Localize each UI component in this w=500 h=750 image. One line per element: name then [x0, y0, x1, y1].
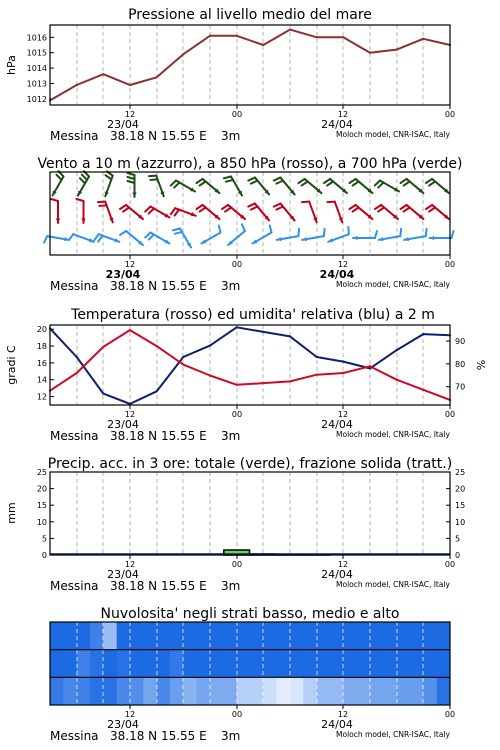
humidity-line — [50, 327, 450, 404]
wind-barb-10m-2 — [94, 234, 119, 242]
pressure-line-point-12 — [369, 52, 371, 54]
temp-ylabel: gradi C — [5, 345, 18, 385]
humidity-line-point-1 — [76, 356, 78, 358]
cloud-cell-alto-14 — [237, 622, 251, 650]
cloud-cell-alto-25 — [383, 622, 397, 650]
cloud-cell-alto-0 — [50, 622, 64, 650]
precip-date-label: 24/04 — [321, 568, 353, 581]
wind-barb-850hPa-9 — [274, 204, 295, 221]
humidity-line-point-11 — [342, 360, 344, 362]
cloud-cell-medio-17 — [277, 650, 291, 678]
wind-barb-850hPa-0 — [51, 199, 60, 223]
cloud-cell-alto-13 — [223, 622, 237, 650]
wind-barb-850hPa-2 — [98, 202, 113, 223]
cloud-cell-medio-21 — [330, 650, 344, 678]
wind-barb-10m-10 — [302, 229, 324, 241]
wind-barb-700hPa-2 — [105, 171, 113, 196]
wind-barb-10m-1 — [69, 234, 94, 242]
pressure-title: Pressione al livello medio del mare — [128, 7, 372, 23]
cloud-hour-label: 00 — [444, 710, 456, 719]
wind-barb-700hPa-15 — [426, 179, 449, 193]
pressure-station-elevation: 3m — [221, 129, 241, 143]
pressure-line-point-10 — [316, 36, 318, 38]
pressure-ytick-label: 1013 — [26, 79, 47, 89]
wind-barb-10m-3 — [120, 231, 143, 245]
wind-barb-700hPa-8 — [248, 178, 269, 195]
wind-model-credit: Moloch model, CNR-ISAC, Italy — [336, 280, 450, 289]
cloud-cell-basso-4 — [103, 677, 117, 705]
cloud-cell-basso-2 — [77, 677, 91, 705]
temp-title: Temperatura (rosso) ed umidita' relativa (blu) a 2 m — [71, 307, 435, 323]
cloud-cell-alto-18 — [290, 622, 304, 650]
wind-barb-10m-8 — [252, 225, 271, 243]
pressure-ylabel: hPa — [5, 55, 18, 75]
temp-hour-label: 00 — [231, 410, 243, 419]
wind-hour-label: 00 — [231, 260, 243, 269]
temp-ytick-label: 16 — [36, 358, 47, 368]
wind-barb-10m-12 — [353, 231, 377, 240]
cloud-cell-basso-3 — [90, 677, 104, 705]
wind-barb-850hPa-3 — [120, 205, 143, 219]
wind-barb-850hPa-7 — [222, 205, 245, 219]
humidity-ytick-label: 70 — [455, 382, 466, 392]
cloud-cell-medio-2 — [77, 650, 91, 678]
temperature-line-point-11 — [342, 372, 344, 374]
cloud-cell-alto-11 — [197, 622, 211, 650]
pressure-line-point-9 — [289, 29, 291, 31]
cloud-cell-alto-16 — [263, 622, 277, 650]
temp-ytick-label: 12 — [36, 392, 47, 402]
cloud-cell-basso-24 — [370, 677, 384, 705]
wind-barb-850hPa-1 — [77, 199, 86, 223]
precip-model-credit: Moloch model, CNR-ISAC, Italy — [336, 580, 450, 589]
cloud-cell-basso-10 — [183, 677, 197, 705]
temp-hour-label: 12 — [124, 410, 136, 419]
temp-ytick-label: 20 — [36, 325, 47, 335]
humidity-line-point-14 — [422, 333, 424, 335]
humidity-ytick-label: 90 — [455, 337, 466, 346]
cloud-cell-medio-5 — [117, 650, 131, 678]
cloud-cell-medio-15 — [250, 650, 264, 678]
cloud-cell-basso-29 — [437, 677, 451, 705]
cloud-cell-medio-19 — [303, 650, 317, 678]
pressure-frame — [50, 25, 450, 105]
humidity-line-point-5 — [182, 356, 184, 358]
cloud-cell-alto-26 — [397, 622, 411, 650]
pressure-hour-label: 12 — [337, 110, 349, 119]
pressure-line-point-11 — [342, 36, 344, 38]
temp-model-credit: Moloch model, CNR-ISAC, Italy — [336, 430, 450, 439]
cloud-cell-medio-23 — [357, 650, 371, 678]
wind-barb-10m-9 — [277, 229, 299, 241]
wind-date-label: 24/04 — [319, 268, 355, 281]
temperature-line-point-14 — [422, 389, 424, 391]
precip-ytick-label-right: 25 — [455, 468, 466, 477]
cloud-cell-basso-8 — [157, 677, 171, 705]
cloud-cell-medio-3 — [90, 650, 104, 678]
wind-hour-label: 00 — [444, 260, 456, 269]
pressure-hour-label: 12 — [124, 110, 136, 119]
cloud-cell-basso-1 — [63, 677, 77, 705]
cloud-cell-medio-12 — [210, 650, 224, 678]
cloud-cell-basso-6 — [130, 677, 144, 705]
wind-barb-700hPa-1 — [78, 171, 89, 195]
cloud-cell-medio-26 — [397, 650, 411, 678]
wind-barb-850hPa-8 — [248, 204, 269, 221]
cloud-station-elevation: 3m — [221, 729, 241, 743]
precip-ytick-label-right: 10 — [455, 517, 466, 527]
cloud-cell-alto-27 — [410, 622, 424, 650]
cloud-cell-medio-25 — [383, 650, 397, 678]
wind-barb-700hPa-3 — [128, 173, 137, 197]
cloud-cell-alto-6 — [130, 622, 144, 650]
wind-barb-10m-5 — [173, 228, 191, 247]
cloud-cell-basso-26 — [397, 677, 411, 705]
temp-hour-label: 12 — [337, 410, 349, 419]
cloud-cell-alto-23 — [357, 622, 371, 650]
cloud-cell-basso-0 — [50, 677, 64, 705]
pressure-line-point-4 — [156, 76, 158, 78]
humidity-line-point-4 — [156, 390, 158, 392]
wind-barb-10m-6 — [201, 225, 220, 243]
temp-station-coords: 38.18 N 15.55 E — [110, 429, 207, 443]
precip-hour-label: 00 — [231, 560, 243, 569]
wind-date-label: 23/04 — [105, 268, 141, 281]
pressure-line-point-2 — [102, 73, 104, 75]
wind-barb-700hPa-13 — [375, 181, 399, 192]
temp-station-elevation: 3m — [221, 429, 241, 443]
cloud-cell-basso-20 — [317, 677, 331, 705]
cloud-cell-medio-0 — [50, 650, 64, 678]
cloud-cell-basso-15 — [250, 677, 264, 705]
pressure-ytick-label: 1016 — [26, 33, 47, 43]
humidity-line-point-8 — [262, 331, 264, 333]
cloud-cell-medio-9 — [170, 650, 184, 678]
cloud-cell-basso-7 — [143, 677, 157, 705]
precip-date-label: 23/04 — [107, 568, 139, 581]
pressure-line — [50, 30, 450, 101]
temperature-line-point-8 — [262, 382, 264, 384]
cloud-cell-basso-16 — [263, 677, 277, 705]
cloud-cell-medio-29 — [437, 650, 451, 678]
humidity-ylabel: % — [475, 359, 488, 371]
temperature-line — [50, 330, 450, 400]
wind-station-name: Messina — [50, 279, 99, 293]
wind-barb-700hPa-0 — [53, 171, 64, 195]
cloud-cell-medio-6 — [130, 650, 144, 678]
wind-barb-700hPa-14 — [401, 179, 424, 193]
precip-ytick-label: 15 — [36, 501, 47, 511]
temperature-line-point-3 — [129, 329, 131, 331]
cloud-cell-basso-12 — [210, 677, 224, 705]
cloud-cell-alto-8 — [157, 622, 171, 650]
temp-ytick-label: 18 — [36, 342, 47, 352]
cloud-cell-basso-25 — [383, 677, 397, 705]
temperature-line-point-6 — [209, 374, 211, 376]
precip-hour-label: 12 — [124, 560, 136, 569]
cloud-cell-medio-18 — [290, 650, 304, 678]
cloud-cell-basso-17 — [277, 677, 291, 705]
cloud-cell-medio-13 — [223, 650, 237, 678]
cloud-cell-basso-13 — [223, 677, 237, 705]
precip-ytick-label: 10 — [36, 517, 47, 527]
wind-station-coords: 38.18 N 15.55 E — [110, 279, 207, 293]
cloud-cell-medio-24 — [370, 650, 384, 678]
cloud-cell-medio-1 — [63, 650, 77, 678]
temperature-line-point-5 — [182, 363, 184, 365]
temp-hour-label: 00 — [444, 410, 456, 419]
pressure-ytick-label: 1012 — [26, 94, 47, 104]
cloud-cell-basso-22 — [343, 677, 357, 705]
precip-ytick-label-right: 0 — [455, 551, 461, 560]
cloud-cell-basso-21 — [330, 677, 344, 705]
precip-ytick-label-right: 20 — [455, 484, 466, 494]
cloud-title: Nuvolosita' negli strati basso, medio e alto — [100, 606, 400, 622]
wind-barb-10m-7 — [228, 224, 245, 245]
pressure-station-name: Messina — [50, 129, 99, 143]
cloud-hour-label: 12 — [337, 710, 349, 719]
precip-title: Precip. acc. in 3 ore: totale (verde), frazione solida (tratt.) — [47, 456, 453, 472]
cloud-cell-basso-5 — [117, 677, 131, 705]
humidity-line-point-10 — [316, 356, 318, 358]
pressure-line-point-3 — [129, 84, 131, 86]
wind-barb-850hPa-11 — [327, 202, 342, 223]
pressure-ytick-label: 1015 — [26, 48, 47, 58]
wind-hour-label: 12 — [124, 260, 136, 269]
temperature-line-point-13 — [396, 379, 398, 381]
cloud-cell-alto-17 — [277, 622, 291, 650]
pressure-line-point-5 — [182, 53, 184, 55]
cloud-cell-medio-14 — [237, 650, 251, 678]
precip-ytick-label-right: 15 — [455, 501, 466, 511]
cloud-cell-medio-27 — [410, 650, 424, 678]
wind-barb-850hPa-10 — [302, 202, 317, 223]
temperature-line-point-12 — [369, 365, 371, 367]
cloud-cell-medio-20 — [317, 650, 331, 678]
cloud-cell-medio-28 — [423, 650, 437, 678]
wind-barb-850hPa-15 — [426, 205, 449, 219]
precip-hour-label: 00 — [444, 560, 456, 569]
cloud-cell-alto-22 — [343, 622, 357, 650]
cloud-cell-basso-18 — [290, 677, 304, 705]
cloud-cell-alto-2 — [77, 622, 91, 650]
cloud-hour-label: 00 — [231, 710, 243, 719]
pressure-model-credit: Moloch model, CNR-ISAC, Italy — [336, 130, 450, 139]
cloud-cell-alto-20 — [317, 622, 331, 650]
wind-barb-850hPa-12 — [350, 205, 373, 219]
cloud-date-label: 23/04 — [107, 718, 139, 731]
precip-station-elevation: 3m — [221, 579, 241, 593]
humidity-line-point-6 — [209, 344, 211, 346]
cloud-cell-alto-1 — [63, 622, 77, 650]
wind-barb-10m-13 — [379, 229, 401, 241]
temperature-line-point-4 — [156, 345, 158, 347]
pressure-line-point-14 — [422, 38, 424, 40]
pressure-hour-label: 00 — [444, 110, 456, 119]
pressure-line-point-8 — [262, 44, 264, 46]
temp-station-name: Messina — [50, 429, 99, 443]
wind-station-elevation: 3m — [221, 279, 241, 293]
wind-barb-10m-0 — [44, 236, 69, 243]
temperature-line-point-9 — [289, 380, 291, 382]
precip-station-name: Messina — [50, 579, 99, 593]
cloud-cell-medio-4 — [103, 650, 117, 678]
wind-barb-850hPa-6 — [197, 205, 220, 219]
cloud-cell-alto-9 — [170, 622, 184, 650]
humidity-line-point-9 — [289, 335, 291, 337]
cloud-station-name: Messina — [50, 729, 99, 743]
temperature-line-point-10 — [316, 374, 318, 376]
cloud-cell-alto-24 — [370, 622, 384, 650]
precip-ylabel: mm — [5, 502, 18, 524]
wind-title: Vento a 10 m (azzurro), a 850 hPa (rosso), a 700 hPa (verde) — [37, 156, 463, 172]
temperature-line-point-7 — [236, 384, 238, 386]
cloud-cell-alto-3 — [90, 622, 104, 650]
cloud-cell-alto-29 — [437, 622, 451, 650]
pressure-ytick-label: 1014 — [26, 64, 47, 74]
cloud-date-label: 24/04 — [321, 718, 353, 731]
cloud-hour-label: 12 — [124, 710, 136, 719]
cloud-cell-alto-12 — [210, 622, 224, 650]
pressure-station-coords: 38.18 N 15.55 E — [110, 129, 207, 143]
cloud-station-coords: 38.18 N 15.55 E — [110, 729, 207, 743]
humidity-ytick-label: 80 — [455, 359, 466, 369]
pressure-hour-label: 00 — [231, 110, 243, 119]
cloud-cell-basso-19 — [303, 677, 317, 705]
precip-hour-label: 12 — [337, 560, 349, 569]
cloud-cell-medio-8 — [157, 650, 171, 678]
precip-ytick-label: 20 — [36, 484, 47, 494]
wind-barb-700hPa-6 — [197, 179, 220, 193]
temp-ytick-label: 14 — [36, 375, 47, 385]
cloud-cell-basso-11 — [197, 677, 211, 705]
temp-frame — [50, 325, 450, 405]
cloud-model-credit: Moloch model, CNR-ISAC, Italy — [336, 730, 450, 739]
cloud-cell-alto-4 — [103, 622, 117, 650]
cloud-cell-alto-7 — [143, 622, 157, 650]
precip-ytick-label: 25 — [36, 468, 47, 477]
cloud-cell-medio-7 — [143, 650, 157, 678]
cloud-cell-basso-14 — [237, 677, 251, 705]
temperature-line-point-1 — [76, 372, 78, 374]
pressure-line-point-13 — [396, 49, 398, 51]
pressure-line-point-6 — [209, 35, 211, 37]
cloud-cell-basso-9 — [170, 677, 184, 705]
pressure-date-label: 24/04 — [321, 118, 353, 131]
humidity-line-point-2 — [102, 392, 104, 394]
cloud-cell-basso-27 — [410, 677, 424, 705]
cloud-cell-alto-19 — [303, 622, 317, 650]
humidity-line-point-13 — [396, 349, 398, 351]
pressure-date-label: 23/04 — [107, 118, 139, 131]
humidity-line-point-7 — [236, 326, 238, 328]
cloud-cell-medio-16 — [263, 650, 277, 678]
wind-barb-700hPa-7 — [224, 176, 242, 195]
pressure-line-point-1 — [76, 84, 78, 86]
precip-ytick-label: 5 — [41, 534, 47, 544]
wind-barb-850hPa-14 — [401, 205, 424, 219]
cloud-cell-medio-11 — [197, 650, 211, 678]
cloud-cell-alto-10 — [183, 622, 197, 650]
cloud-cell-medio-22 — [343, 650, 357, 678]
pressure-line-point-7 — [236, 35, 238, 37]
cloud-cell-basso-23 — [357, 677, 371, 705]
precip-ytick-label-right: 5 — [455, 534, 461, 544]
precip-ytick-label: 0 — [41, 551, 47, 560]
temp-date-label: 23/04 — [107, 418, 139, 431]
wind-barb-700hPa-10 — [299, 179, 322, 193]
temp-date-label: 24/04 — [321, 418, 353, 431]
cloud-cell-alto-5 — [117, 622, 131, 650]
precip-station-coords: 38.18 N 15.55 E — [110, 579, 207, 593]
wind-barb-850hPa-13 — [375, 205, 398, 219]
precip-frame — [50, 472, 450, 555]
temperature-line-point-2 — [102, 346, 104, 348]
cloud-cell-alto-28 — [423, 622, 437, 650]
wind-barb-700hPa-12 — [350, 179, 373, 193]
wind-hour-label: 12 — [337, 260, 349, 269]
wind-barb-10m-11 — [328, 227, 349, 242]
cloud-cell-alto-15 — [250, 622, 264, 650]
cloud-cell-alto-21 — [330, 622, 344, 650]
cloud-cell-basso-28 — [423, 677, 437, 705]
wind-barb-700hPa-9 — [274, 178, 295, 195]
cloud-cell-medio-10 — [183, 650, 197, 678]
